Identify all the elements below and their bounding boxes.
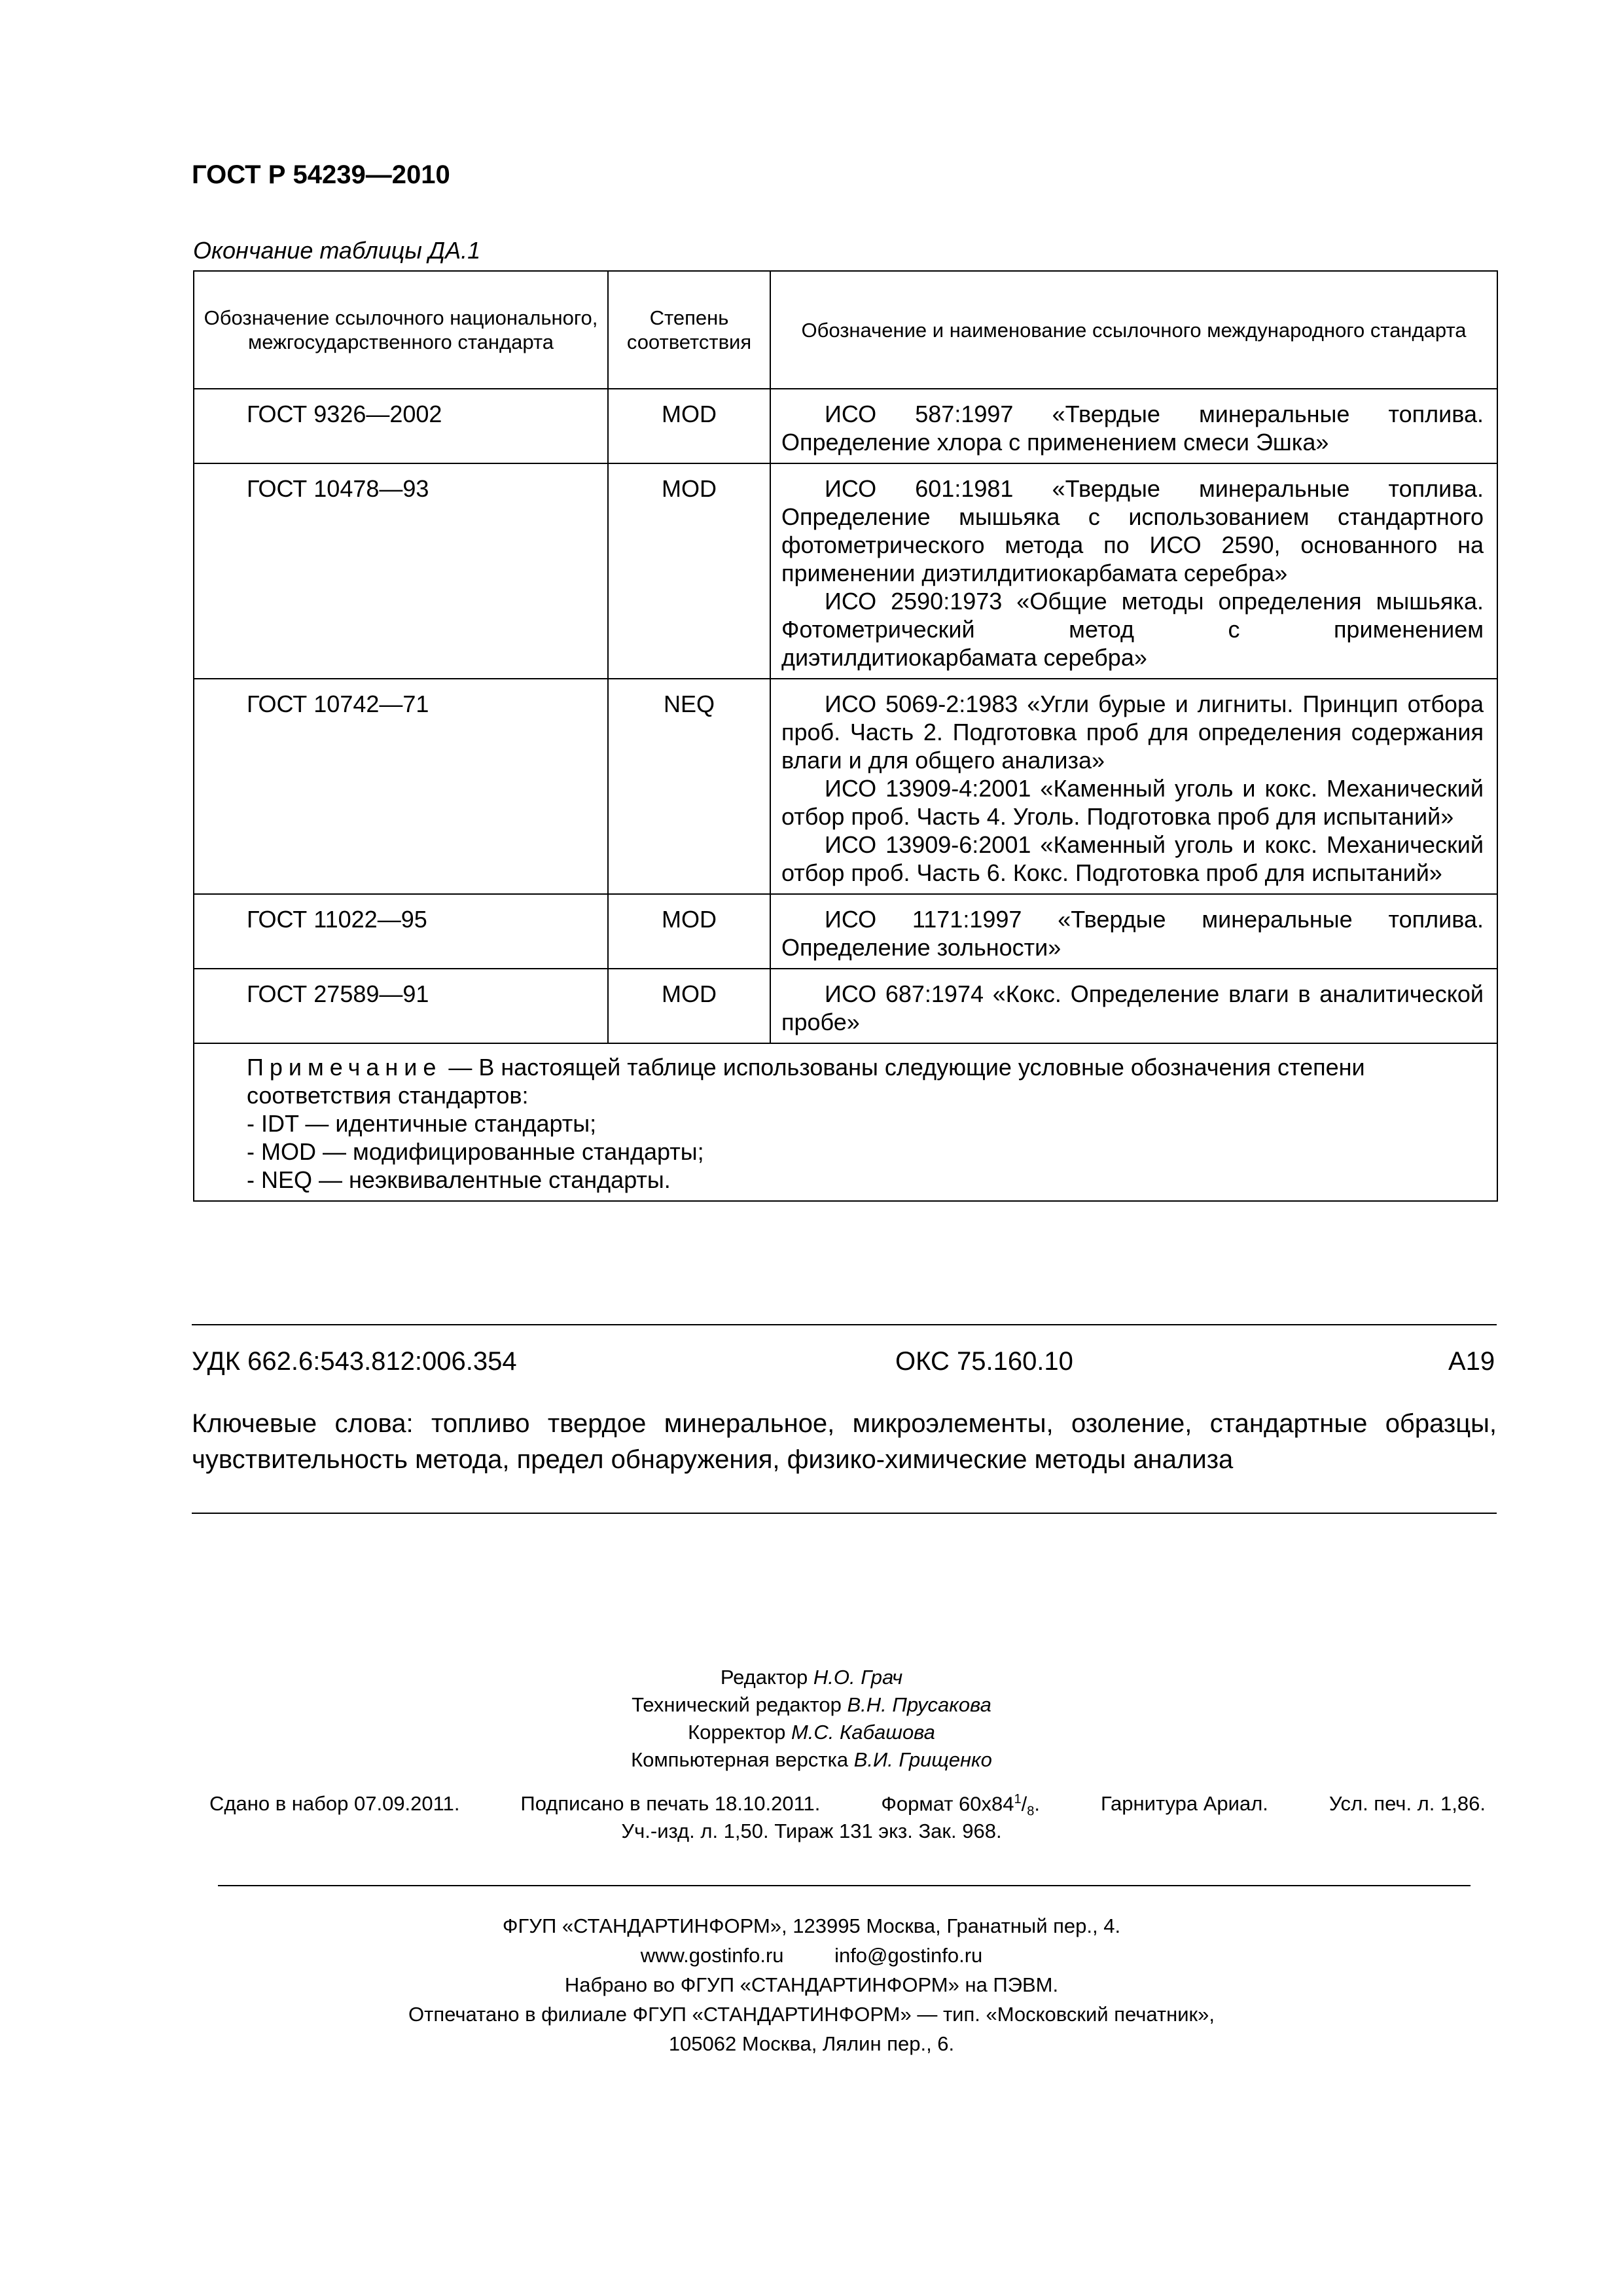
note-lead [194, 1053, 1481, 1109]
document-title: ГОСТ Р 54239—2010 [192, 160, 450, 189]
table-row [194, 969, 1497, 1043]
degree-cell: MOD [608, 894, 770, 969]
degree-cell: MOD [608, 463, 770, 679]
oks-code: ОКС 75.160.10 [895, 1347, 1073, 1376]
column-header-degree: Степень соответствия [608, 271, 770, 389]
imprint-format: Формат $60х84^1/_8$. [881, 1792, 1041, 1819]
classification-code: А19 [1448, 1347, 1495, 1376]
national-standard-cell: ГОСТ 9326—2002 [194, 389, 608, 463]
credit-name: Н.О. Грач [813, 1666, 903, 1689]
imprint-typeface: Гарнитура Ариал. [1100, 1792, 1268, 1815]
international-standard-entry: ИСО 13909-4:2001 «Каменный уголь и кокс. Механический отбор проб. Часть 4. Уголь. Подготовка проб для испытаний» [781, 775, 1484, 830]
credit-name: В.И. Грищенко [853, 1748, 992, 1771]
publisher-email[interactable]: info@gostinfo.ru [834, 1944, 983, 1967]
table-caption: Окончание таблицы ДА.1 [193, 237, 481, 264]
credit-editor [0, 1664, 1623, 1691]
format-suffix: . [1034, 1792, 1041, 1816]
publisher-printed: Отпечатано в филиале ФГУП «СТАНДАРТИНФОРМ» — тип. «Московский печатник», [408, 2003, 1215, 2026]
international-standard-entry: ИСО 2590:1973 «Общие методы определения мышьяка. Фотометрический метод с применением диэтилдитиокарбамата серебра» [781, 588, 1484, 671]
credit-role: Редактор [720, 1666, 808, 1689]
table-row [194, 463, 1497, 679]
footer-rule-top [192, 1324, 1497, 1325]
table-row [194, 679, 1497, 894]
international-standard-entry: ИСО 687:1974 «Кокс. Определение влаги в аналитической пробе» [781, 980, 1484, 1035]
publisher-contacts [0, 1941, 1623, 1970]
publisher-print-address: 105062 Москва, Лялин пер., 6. [668, 2032, 955, 2055]
degree-cell: MOD [608, 389, 770, 463]
note-label: Примечание [247, 1054, 442, 1081]
format-subscript: 8 [1027, 1804, 1035, 1819]
column-header-national: Обозначение ссылочного национального, межгосударственного стандарта [194, 271, 608, 389]
credit-technical-editor [0, 1691, 1623, 1719]
publisher-typeset: Набрано во ФГУП «СТАНДАРТИНФОРМ» на ПЭВМ. [564, 1973, 1059, 1996]
reference-table [193, 270, 1498, 1202]
footer-rule-bottom [192, 1513, 1497, 1514]
imprint-rule [218, 1885, 1471, 1886]
degree-cell: NEQ [608, 679, 770, 894]
table-row [194, 389, 1497, 463]
note-item: - IDT — идентичные стандарты; [247, 1110, 597, 1137]
note-item: - NEQ — неэквивалентные стандарты. [247, 1166, 671, 1193]
international-standard-entry: ИСО 1171:1997 «Твердые минеральные топлива. Определение зольности» [781, 906, 1484, 961]
table-note [194, 1043, 1497, 1201]
table-header-row [194, 271, 1497, 389]
national-standard-cell: ГОСТ 10742—71 [194, 679, 608, 894]
national-standard-cell: ГОСТ 27589—91 [194, 969, 608, 1043]
imprint-line-1 [209, 1792, 1486, 1820]
format-superscript: 1 [1014, 1792, 1022, 1806]
credit-role: Корректор [688, 1721, 786, 1744]
international-standard-cell [770, 679, 1497, 894]
international-standard-cell [770, 969, 1497, 1043]
international-standard-cell [770, 389, 1497, 463]
table-row [194, 894, 1497, 969]
credit-layout [0, 1746, 1623, 1774]
publisher-address: ФГУП «СТАНДАРТИНФОРМ», 123995 Москва, Гранатный пер., 4. [502, 1914, 1121, 1937]
international-standard-cell [770, 463, 1497, 679]
international-standard-entry: ИСО 601:1981 «Твердые минеральные топлива. Определение мышьяка с использованием стандартного фотометрического метода по ИСО 2590, основанного на применении диэтилдитиокарбамата серебра» [781, 475, 1484, 586]
credit-role: Технический редактор [632, 1693, 842, 1716]
national-standard-cell: ГОСТ 11022—95 [194, 894, 608, 969]
credit-role: Компьютерная верстка [631, 1748, 849, 1771]
degree-cell: MOD [608, 969, 770, 1043]
credit-name: В.Н. Прусакова [847, 1693, 991, 1716]
credit-name: М.С. Кабашова [791, 1721, 935, 1744]
imprint-line-2: Уч.-изд. л. 1,50. Тираж 131 экз. Зак. 968. [621, 1820, 1002, 1842]
table-note-row [194, 1043, 1497, 1201]
imprint-print-sheets: Усл. печ. л. 1,86. [1329, 1792, 1486, 1815]
column-header-international: Обозначение и наименование ссылочного международного стандарта [770, 271, 1497, 389]
note-text: — В настоящей таблице использованы следующие условные обозначения степени соответствия стандартов: [247, 1054, 1365, 1109]
international-standard-entry: ИСО 5069-2:1983 «Угли бурые и лигниты. Принцип отбора проб. Часть 2. Подготовка проб для определения содержания влаги и для общего анализа» [781, 691, 1484, 774]
udk-code: УДК 662.6:543.812:006.354 [192, 1347, 517, 1376]
national-standard-cell: ГОСТ 10478—93 [194, 463, 608, 679]
note-list [247, 1109, 1481, 1194]
format-prefix: Формат 60х84 [881, 1792, 1014, 1816]
international-standard-entry: ИСО 587:1997 «Твердые минеральные топлива. Определение хлора с применением смеси Эшка» [781, 401, 1484, 456]
imprint-signed: Подписано в печать 18.10.2011. [520, 1792, 821, 1815]
publisher-website[interactable]: www.gostinfo.ru [640, 1944, 784, 1967]
keywords: Ключевые слова: топливо твердое минеральное, микроэлементы, озоление, стандартные образцы, чувствительность метода, предел обнаружения, физико-химические методы анализа [192, 1409, 1497, 1474]
imprint-sent: Сдано в набор 07.09.2011. [209, 1792, 460, 1815]
international-standard-entry: ИСО 13909-6:2001 «Каменный уголь и кокс. Механический отбор проб. Часть 6. Кокс. Подготовка проб для испытаний» [781, 831, 1484, 886]
credit-corrector [0, 1719, 1623, 1746]
note-item: - MOD — модифицированные стандарты; [247, 1138, 704, 1165]
international-standard-cell [770, 894, 1497, 969]
